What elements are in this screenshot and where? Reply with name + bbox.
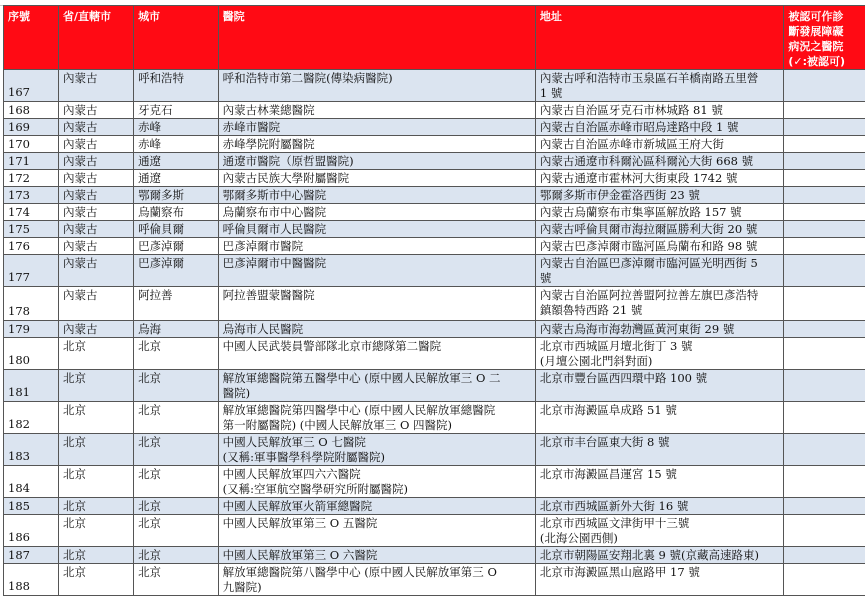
cell-province: 北京 <box>58 498 133 515</box>
cell-address <box>535 238 784 255</box>
cell-approved <box>784 370 865 402</box>
serial-no-text: 181 <box>8 385 30 399</box>
cell-approved <box>784 255 865 287</box>
cell-approved <box>784 136 865 153</box>
cell-hospital <box>218 321 535 338</box>
table-row <box>4 102 865 119</box>
cell-city: 呼倫貝爾 <box>134 221 219 238</box>
table-row <box>4 187 865 204</box>
hospital-line: 中國人民武裝員警部隊北京市總隊第二醫院 <box>223 339 531 354</box>
cell-hospital <box>218 564 535 596</box>
hospital-line: 阿拉善盟蒙醫醫院 <box>223 288 531 303</box>
header-row <box>4 6 865 70</box>
cell-approved <box>784 466 865 498</box>
address-line: 北京市朝陽區安翔北裏 9 號(京藏高速路東) <box>540 548 780 563</box>
serial-no-text: 184 <box>8 481 30 495</box>
serial-no-text: 180 <box>8 353 30 367</box>
cell-hospital <box>218 402 535 434</box>
cell-approved <box>784 321 865 338</box>
cell-city: 北京 <box>134 434 219 466</box>
cell-province: 北京 <box>58 466 133 498</box>
cell-hospital <box>218 119 535 136</box>
serial-no-text: 187 <box>8 548 30 562</box>
cell-serial-no <box>4 238 59 255</box>
cell-address <box>535 204 784 221</box>
cell-province: 內蒙古 <box>58 204 133 221</box>
hospital-line: (又稱:空軍航空醫學研究所附屬醫院) <box>223 482 531 497</box>
hospital-table <box>3 5 865 596</box>
hospital-line: 中國人民解放軍第三 O 五醫院 <box>223 516 531 531</box>
table-row <box>4 70 865 102</box>
hospital-line: 解放軍總醫院第八醫學中心 (原中國人民解放軍第三 O <box>223 565 531 580</box>
address-line: 北京市海澱區昌運宮 15 號 <box>540 467 780 482</box>
table-row <box>4 564 865 596</box>
cell-serial-no <box>4 136 59 153</box>
cell-approved <box>784 204 865 221</box>
cell-approved <box>784 547 865 564</box>
address-line: 內蒙古呼和浩特市玉泉區石羊橋南路五里營 <box>540 71 780 86</box>
cell-serial-no <box>4 287 59 321</box>
address-line: 內蒙古烏蘭察布市集寧區解放路 157 號 <box>540 205 780 220</box>
cell-serial-no <box>4 564 59 596</box>
address-line: 內蒙古自治區赤峰市昭烏達路中段 1 號 <box>540 120 780 135</box>
table-row <box>4 402 865 434</box>
table-row <box>4 321 865 338</box>
cell-city: 巴彥淖爾 <box>134 255 219 287</box>
cell-city: 牙克石 <box>134 102 219 119</box>
hospital-line: 解放軍總醫院第五醫學中心 (原中國人民解放軍三 O 二 <box>223 371 531 386</box>
cell-hospital <box>218 102 535 119</box>
table-row <box>4 515 865 547</box>
cell-address <box>535 153 784 170</box>
cell-city: 北京 <box>134 547 219 564</box>
cell-approved <box>784 153 865 170</box>
cell-hospital <box>218 221 535 238</box>
cell-serial-no <box>4 466 59 498</box>
table-row <box>4 255 865 287</box>
table-row <box>4 221 865 238</box>
cell-province: 北京 <box>58 515 133 547</box>
hospital-line: 呼倫貝爾市人民醫院 <box>223 222 531 237</box>
table-row <box>4 119 865 136</box>
cell-hospital <box>218 136 535 153</box>
hospital-line: 內蒙古林業總醫院 <box>223 103 531 118</box>
hospital-line: 鄂爾多斯市中心醫院 <box>223 188 531 203</box>
cell-serial-no <box>4 70 59 102</box>
cell-approved <box>784 102 865 119</box>
cell-serial-no <box>4 221 59 238</box>
cell-hospital <box>218 187 535 204</box>
cell-hospital <box>218 153 535 170</box>
cell-approved <box>784 338 865 370</box>
cell-hospital <box>218 547 535 564</box>
hospital-line: 赤峰市醫院 <box>223 120 531 135</box>
cell-address <box>535 402 784 434</box>
hospital-line: 呼和浩特市第二醫院(傳染病醫院) <box>223 71 531 86</box>
serial-no-text: 177 <box>8 270 30 284</box>
cell-serial-no <box>4 498 59 515</box>
hospital-line: 中國人民解放軍三 O 七醫院 <box>223 435 531 450</box>
cell-approved <box>784 170 865 187</box>
header-approved-line: (✓:被認可) <box>788 54 864 69</box>
address-line: 內蒙古呼倫貝爾市海拉爾區勝利大街 20 號 <box>540 222 780 237</box>
cell-city: 烏海 <box>134 321 219 338</box>
cell-serial-no <box>4 187 59 204</box>
address-line: 內蒙古巴彥淖爾市臨河區烏蘭布和路 98 號 <box>540 239 780 254</box>
cell-city: 阿拉善 <box>134 287 219 321</box>
cell-city: 北京 <box>134 402 219 434</box>
address-line: 鎮額魯特西路 21 號 <box>540 303 780 318</box>
table-row <box>4 466 865 498</box>
cell-hospital <box>218 70 535 102</box>
cell-province: 內蒙古 <box>58 255 133 287</box>
cell-province: 內蒙古 <box>58 102 133 119</box>
serial-no-text: 167 <box>8 85 30 99</box>
cell-address <box>535 547 784 564</box>
table-row <box>4 287 865 321</box>
cell-address <box>535 321 784 338</box>
cell-address <box>535 102 784 119</box>
serial-no-text: 185 <box>8 499 30 513</box>
cell-serial-no <box>4 119 59 136</box>
hospital-line: 巴彥淖爾市中醫醫院 <box>223 256 531 271</box>
table-row <box>4 498 865 515</box>
address-line: 內蒙古通遼市霍林河大街東段 1742 號 <box>540 171 780 186</box>
cell-province: 內蒙古 <box>58 119 133 136</box>
cell-province: 北京 <box>58 434 133 466</box>
cell-address <box>535 434 784 466</box>
cell-serial-no <box>4 102 59 119</box>
cell-serial-no <box>4 434 59 466</box>
cell-province: 內蒙古 <box>58 187 133 204</box>
cell-serial-no <box>4 338 59 370</box>
cell-address <box>535 370 784 402</box>
serial-no-text: 174 <box>8 205 30 219</box>
serial-no-text: 183 <box>8 449 30 463</box>
address-line: 1 號 <box>540 86 780 101</box>
address-line: 內蒙古自治區赤峰市新城區王府大街 <box>540 137 780 152</box>
serial-no-text: 176 <box>8 239 30 253</box>
table-row <box>4 434 865 466</box>
table-row <box>4 547 865 564</box>
hospital-line: (又稱:軍事醫學科學院附屬醫院) <box>223 450 531 465</box>
cell-province: 內蒙古 <box>58 221 133 238</box>
cell-hospital <box>218 238 535 255</box>
cell-city: 巴彥淖爾 <box>134 238 219 255</box>
serial-no-text: 175 <box>8 222 30 236</box>
cell-address <box>535 498 784 515</box>
address-line: 內蒙古自治區牙克石市林城路 81 號 <box>540 103 780 118</box>
cell-city: 北京 <box>134 338 219 370</box>
table-row <box>4 238 865 255</box>
cell-address <box>535 70 784 102</box>
header-province: 省/直轄市 <box>58 6 133 70</box>
cell-serial-no <box>4 255 59 287</box>
cell-serial-no <box>4 204 59 221</box>
header-serial-no: 序號 <box>4 6 59 70</box>
cell-approved <box>784 515 865 547</box>
cell-hospital <box>218 515 535 547</box>
cell-approved <box>784 119 865 136</box>
cell-address <box>535 255 784 287</box>
cell-serial-no <box>4 515 59 547</box>
address-line: 內蒙古自治區巴彥淖爾市臨河區光明西街 5 <box>540 256 780 271</box>
cell-city: 通遼 <box>134 153 219 170</box>
cell-city: 通遼 <box>134 170 219 187</box>
cell-address <box>535 287 784 321</box>
header-approved-line: 斷發展障礙 <box>788 24 864 39</box>
cell-serial-no <box>4 153 59 170</box>
serial-no-text: 188 <box>8 579 30 593</box>
header-city: 城市 <box>134 6 219 70</box>
cell-address <box>535 466 784 498</box>
cell-city: 赤峰 <box>134 119 219 136</box>
cell-approved <box>784 434 865 466</box>
cell-province: 內蒙古 <box>58 70 133 102</box>
header-hospital: 醫院 <box>218 6 535 70</box>
hospital-line: 第一附屬醫院) (中國人民解放軍三 O 四醫院) <box>223 418 531 433</box>
header-approved-line: 被認可作診 <box>788 9 864 24</box>
cell-city: 鄂爾多斯 <box>134 187 219 204</box>
table-row <box>4 153 865 170</box>
hospital-line: 內蒙古民族大學附屬醫院 <box>223 171 531 186</box>
header-approved <box>784 6 865 70</box>
cell-city: 赤峰 <box>134 136 219 153</box>
serial-no-text: 173 <box>8 188 30 202</box>
cell-province: 北京 <box>58 338 133 370</box>
hospital-line: 解放軍總醫院第四醫學中心 (原中國人民解放軍總醫院 <box>223 403 531 418</box>
header-address: 地址 <box>535 6 784 70</box>
hospital-line: 烏海市人民醫院 <box>223 322 531 337</box>
address-line: 號 <box>540 271 780 286</box>
cell-hospital <box>218 170 535 187</box>
cell-address <box>535 221 784 238</box>
table-row <box>4 338 865 370</box>
serial-no-text: 182 <box>8 417 30 431</box>
cell-approved <box>784 221 865 238</box>
serial-no-text: 172 <box>8 171 30 185</box>
hospital-line: 中國人民解放軍四六六醫院 <box>223 467 531 482</box>
hospital-line: 赤峰學院附屬醫院 <box>223 137 531 152</box>
hospital-line: 中國人民解放軍第三 O 六醫院 <box>223 548 531 563</box>
cell-province: 北京 <box>58 547 133 564</box>
table-body <box>4 70 865 596</box>
address-line: 北京市海澱區阜成路 51 號 <box>540 403 780 418</box>
hospital-line: 巴彥淖爾市醫院 <box>223 239 531 254</box>
cell-province: 內蒙古 <box>58 170 133 187</box>
address-line: (北海公園西側) <box>540 531 780 546</box>
address-line: 北京市西城區文津街甲十三號 <box>540 516 780 531</box>
serial-no-text: 186 <box>8 530 30 544</box>
cell-address <box>535 170 784 187</box>
cell-province: 內蒙古 <box>58 238 133 255</box>
cell-city: 烏蘭察布 <box>134 204 219 221</box>
address-line: 內蒙古烏海市海勃灣區黃河東街 29 號 <box>540 322 780 337</box>
cell-province: 內蒙古 <box>58 153 133 170</box>
cell-city: 北京 <box>134 498 219 515</box>
table-row <box>4 204 865 221</box>
cell-hospital <box>218 498 535 515</box>
cell-hospital <box>218 434 535 466</box>
cell-address <box>535 119 784 136</box>
address-line: 內蒙古自治區阿拉善盟阿拉善左旗巴彥浩特 <box>540 288 780 303</box>
cell-serial-no <box>4 170 59 187</box>
table-row <box>4 370 865 402</box>
cell-province: 北京 <box>58 402 133 434</box>
cell-city: 呼和浩特 <box>134 70 219 102</box>
cell-address <box>535 515 784 547</box>
cell-serial-no <box>4 547 59 564</box>
cell-approved <box>784 238 865 255</box>
address-line: 北京市丰台區東大街 8 號 <box>540 435 780 450</box>
cell-province: 內蒙古 <box>58 321 133 338</box>
address-line: 北京市西城區月壇北街丁 3 號 <box>540 339 780 354</box>
cell-hospital <box>218 204 535 221</box>
serial-no-text: 179 <box>8 322 30 336</box>
address-line: 北京市西城區新外大街 16 號 <box>540 499 780 514</box>
hospital-line: 烏蘭察布市中心醫院 <box>223 205 531 220</box>
cell-approved <box>784 402 865 434</box>
cell-city: 北京 <box>134 515 219 547</box>
hospital-line: 醫院) <box>223 386 531 401</box>
cell-address <box>535 338 784 370</box>
hospital-line: 通遼市醫院（原哲盟醫院) <box>223 154 531 169</box>
cell-hospital <box>218 370 535 402</box>
cell-city: 北京 <box>134 370 219 402</box>
header-approved-line: 病況之醫院 <box>788 39 864 54</box>
cell-serial-no <box>4 402 59 434</box>
cell-approved <box>784 564 865 596</box>
cell-hospital <box>218 338 535 370</box>
cell-hospital <box>218 287 535 321</box>
table-row <box>4 170 865 187</box>
cell-hospital <box>218 255 535 287</box>
hospital-line: 中國人民解放軍火箭軍總醫院 <box>223 499 531 514</box>
table-row <box>4 136 865 153</box>
cell-approved <box>784 287 865 321</box>
address-line: 鄂爾多斯市伊金霍洛西街 23 號 <box>540 188 780 203</box>
address-line: (月壇公園北門斜對面) <box>540 354 780 369</box>
cell-approved <box>784 70 865 102</box>
cell-hospital <box>218 466 535 498</box>
cell-address <box>535 564 784 596</box>
cell-city: 北京 <box>134 564 219 596</box>
cell-serial-no <box>4 370 59 402</box>
cell-province: 北京 <box>58 370 133 402</box>
cell-approved <box>784 187 865 204</box>
hospital-line: 九醫院) <box>223 580 531 595</box>
cell-city: 北京 <box>134 466 219 498</box>
serial-no-text: 169 <box>8 120 30 134</box>
serial-no-text: 168 <box>8 103 30 117</box>
cell-serial-no <box>4 321 59 338</box>
serial-no-text: 171 <box>8 154 30 168</box>
cell-address <box>535 136 784 153</box>
serial-no-text: 170 <box>8 137 30 151</box>
cell-approved <box>784 498 865 515</box>
address-line: 北京市豐台區西四環中路 100 號 <box>540 371 780 386</box>
serial-no-text: 178 <box>8 304 30 318</box>
cell-address <box>535 187 784 204</box>
address-line: 北京市海澱區黑山扈路甲 17 號 <box>540 565 780 580</box>
address-line: 內蒙古通遼市科爾沁區科爾沁大街 668 號 <box>540 154 780 169</box>
cell-province: 內蒙古 <box>58 136 133 153</box>
cell-province: 內蒙古 <box>58 287 133 321</box>
cell-province: 北京 <box>58 564 133 596</box>
